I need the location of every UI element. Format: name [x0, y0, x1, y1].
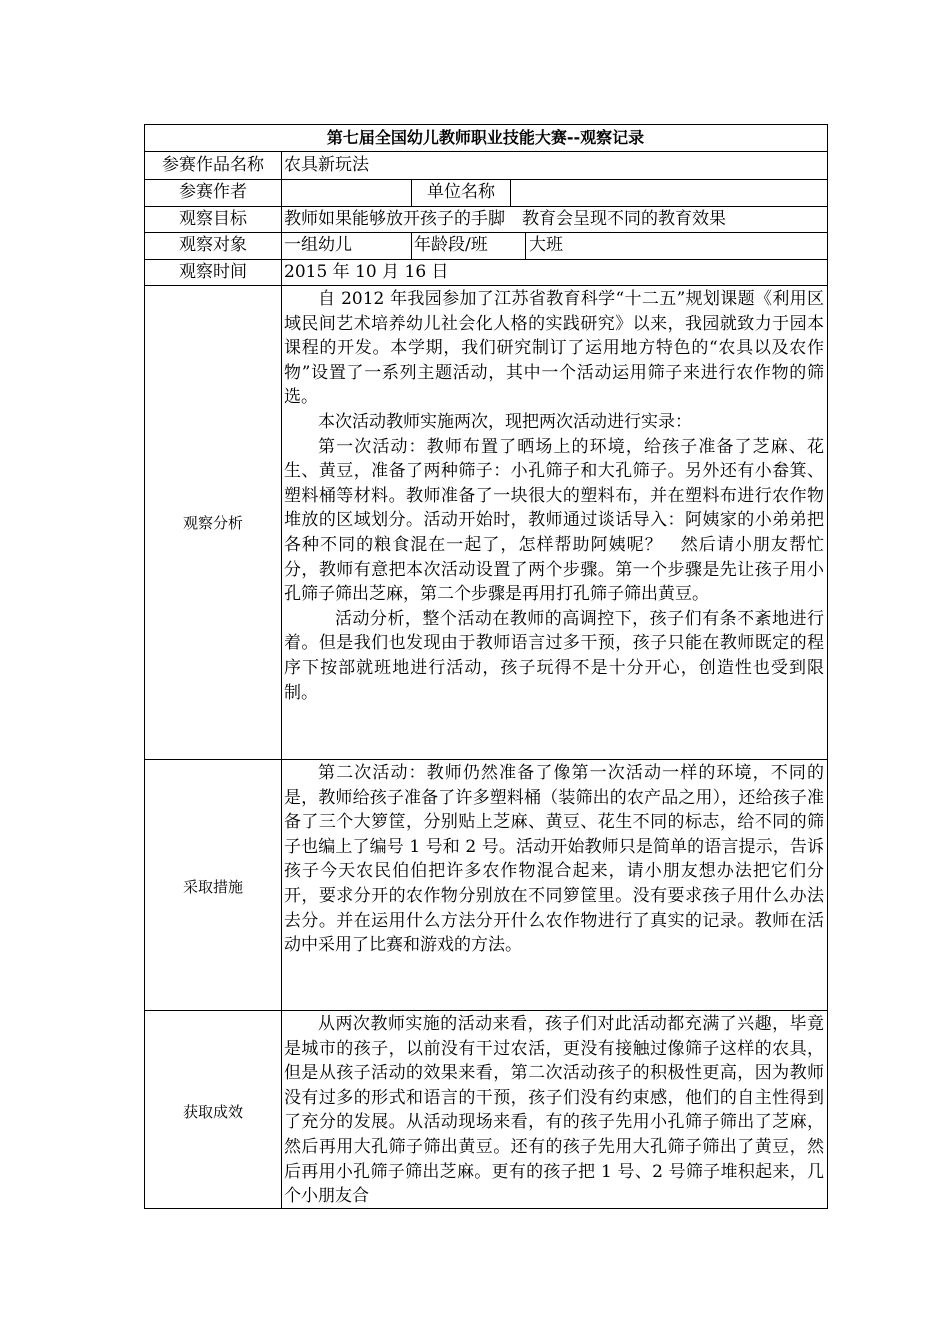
target-label: 观察对象 — [179, 235, 247, 255]
goal-value: 教师如果能够放开孩子的手脚 教育会呈现不同的教育效果 — [284, 209, 726, 229]
analysis-paragraph: 第一次活动：教师布置了晒场上的环境，给孩子准备了芝麻、花生、黄豆，准备了两种筛子：小孔筛子和大孔筛子。另外还有小畚箕、塑料桶等材料。教师准备了一块很大的塑料布，并在塑料布进行农作物堆放的区域划分。活动开始时，教师通过谈话导入：阿姨家的小弟弟把各种不同的粮食混在一起了，怎样帮助阿姨呢？ 然后请小朋友帮忙分，教师有意把本次活动设置了两个步骤。第一个步骤是先让孩子用小孔筛子筛出芝麻，第二个步骤是再用打孔筛子筛出黄豆。 — [284, 436, 824, 605]
row-divider — [145, 759, 827, 760]
analysis-label: 观察分析 — [182, 514, 243, 532]
time-label: 观察时间 — [179, 262, 247, 282]
work-name-value: 农具新玩法 — [284, 155, 369, 175]
results-label: 获取成效 — [182, 1103, 243, 1121]
row-divider — [145, 285, 827, 286]
column-divider — [525, 232, 526, 259]
unit-label: 单位名称 — [427, 182, 495, 202]
measures-paragraph: 第二次活动：教师仍然准备了像第一次活动一样的环境，不同的是，教师给孩子准备了许多塑料桶（装筛出的农产品之用），还给孩子准备了三个大箩筐，分别贴上芝麻、黄豆、花生不同的标志，给不同的筛子也编上了编号 1 号和 2 号。活动开始教师只是简单的语言提示，告诉孩子今天农民伯伯把许多农作物混合起来，请小朋友想办法把它们分开，要求分开的农作物分别放在不同箩筐里。没有要求孩子用什么办法去分。并在运用什么方法分开什么农作物进行了真实的记录。教师在活动中采用了比赛和游戏的方法。 — [284, 763, 824, 956]
time-value: 2015 年 10 月 16 日 — [284, 262, 449, 282]
goal-label: 观察目标 — [179, 209, 247, 229]
target-value: 一组幼儿 — [284, 235, 352, 255]
column-divider — [510, 179, 511, 206]
column-divider — [411, 232, 412, 259]
page-title: 第七届全国幼儿教师职业技能大赛--观察记录 — [326, 128, 645, 147]
analysis-paragraph: 自 2012 年我园参加了江苏省教育科学“十二五”规划课题《利用区域民间艺术培养幼儿社会化人格的实践研究》以来，我园就致力于园本课程的开发。本学期，我们研究制订了运用地方特色的“农具以及农作物”设置了一系列主题活动，其中一个活动运用筛子来进行农作物的筛选。 — [284, 289, 824, 408]
measures-label: 采取措施 — [182, 878, 243, 896]
age-value: 大班 — [529, 235, 563, 255]
analysis-paragraph: 活动分析，整个活动在教师的高调控下，孩子们有条不紊地进行着。但是我们也发现由于教师语言过多干预，孩子只能在教师既定的程序下按部就班地进行活动，孩子玩得不是十分开心，创造性也受到限制。 — [284, 608, 824, 703]
analysis-text — [284, 287, 824, 705]
results-paragraph: 从两次教师实施的活动来看，孩子们对此活动都充满了兴趣，毕竟是城市的孩子，以前没有干过农活，更没有接触过像筛子这样的农具，但是从孩子活动的效果来看，第二次活动孩子的积极性更高，因为教师没有过多的形式和语言的干预，孩子们没有约束感，他们的自主性得到了充分的发展。从活动现场来看，有的孩子先用小孔筛子筛出了芝麻，然后再用大孔筛子筛出黄豆。还有的孩子先用大孔筛子筛出了黄豆，然后再用小孔筛子筛出芝麻。更有的孩子把 1 号、2 号筛子堆积起来，几个小朋友合 — [284, 1014, 824, 1207]
observation-record-table — [144, 124, 828, 1209]
results-text — [284, 1012, 824, 1208]
work-name-label: 参赛作品名称 — [162, 155, 264, 175]
column-divider — [281, 151, 282, 1208]
row-divider — [145, 1010, 827, 1011]
measures-text — [284, 761, 824, 958]
analysis-paragraph: 本次活动教师实施两次，现把两次活动进行实录： — [318, 411, 692, 432]
author-label: 参赛作者 — [179, 182, 247, 202]
age-label: 年龄段/班 — [414, 235, 488, 255]
